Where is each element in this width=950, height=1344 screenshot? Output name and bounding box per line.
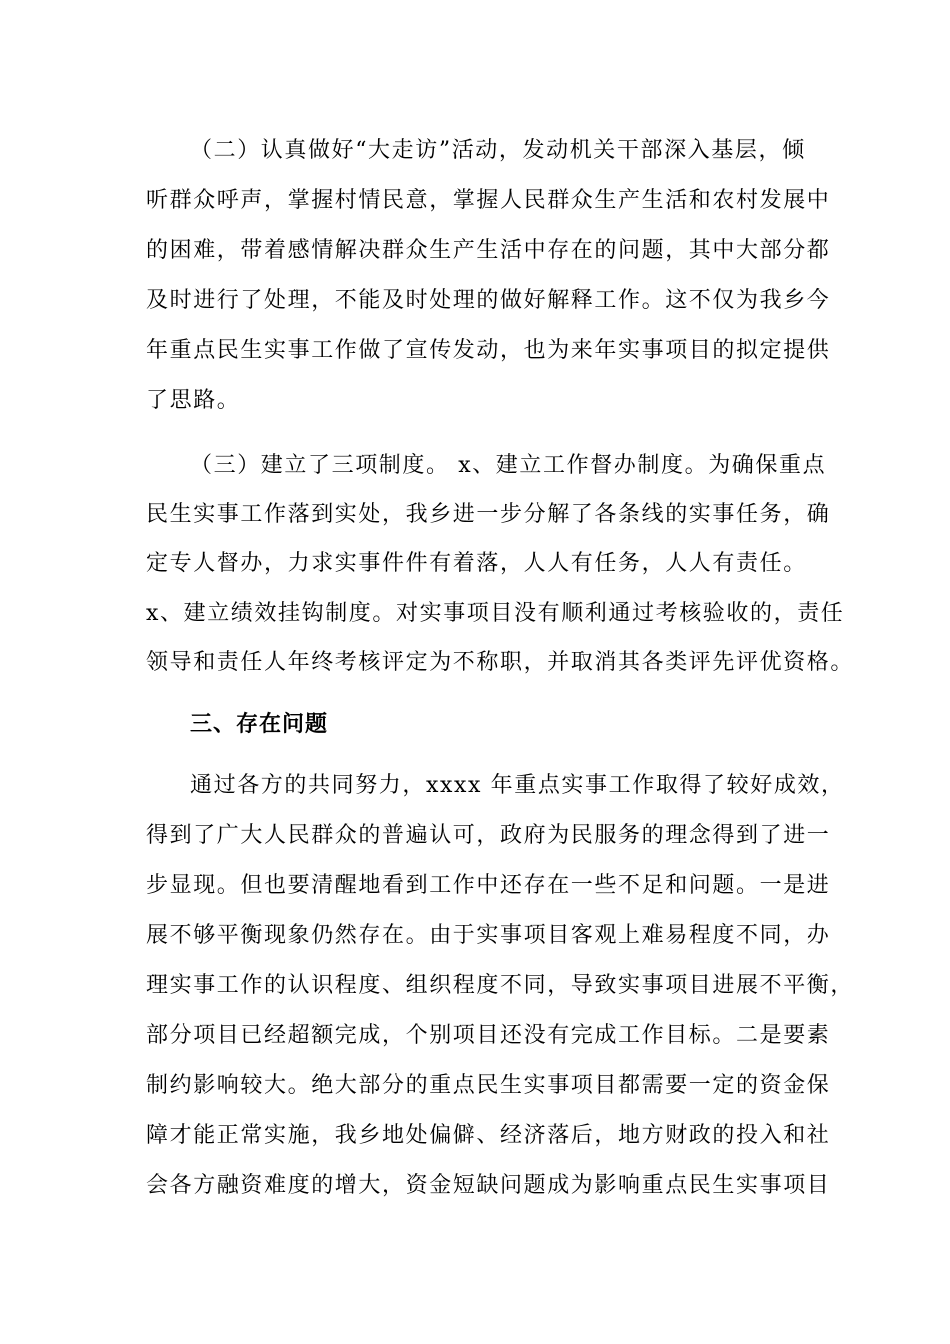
text-line: x、建立绩效挂钩制度。对实事项目没有顺利通过考核验收的，责任 [146, 601, 845, 626]
text-line: 理实事工作的认识程度、组织程度不同，导致实事项目进展不平衡， [146, 973, 855, 998]
text-line: 了思路。 [146, 388, 241, 413]
text-line: 的困难，带着感情解决群众生产生活中存在的问题，其中大部分都 [146, 238, 831, 263]
text-line: （二）认真做好“大走访”活动，发动机关干部深入基层，倾 [190, 138, 806, 163]
text-line: 民生实事工作落到实处，我乡进一步分解了各条线的实事任务，确 [146, 502, 831, 527]
text-line: 年重点民生实事工作做了宣传发动，也为来年实事项目的拟定提供 [146, 338, 831, 363]
text-line: 及时进行了处理，不能及时处理的做好解释工作。这不仅为我乡今 [146, 288, 831, 313]
text-line: 听群众呼声，掌握村情民意，掌握人民群众生产生活和农村发展中 [146, 188, 831, 213]
section-heading: 三、存在问题 [190, 712, 329, 737]
text-line: （三）建立了三项制度。 x、建立工作督办制度。为确保重点 [190, 453, 827, 478]
text-line: 部分项目已经超额完成，个别项目还没有完成工作目标。二是要素 [146, 1023, 831, 1048]
text-line: 制约影响较大。绝大部分的重点民生实事项目都需要一定的资金保 [146, 1073, 831, 1098]
text-line: 得到了广大人民群众的普遍认可，政府为民服务的理念得到了进一 [146, 823, 831, 848]
text-line: 会各方融资难度的增大，资金短缺问题成为影响重点民生实事项目 [146, 1173, 831, 1198]
text-line: 定专人督办，力求实事件件有着落，人人有任务，人人有责任。 [146, 551, 807, 576]
text-line: 展不够平衡现象仍然存在。由于实事项目客观上难易程度不同，办 [146, 923, 831, 948]
text-line: 步显现。但也要清醒地看到工作中还存在一些不足和问题。一是进 [146, 873, 831, 898]
text-line: 领导和责任人年终考核评定为不称职，并取消其各类评先评优资格。 [146, 650, 855, 675]
text-line: 通过各方的共同努力，xxxx 年重点实事工作取得了较好成效， [190, 773, 845, 798]
text-line: 障才能正常实施，我乡地处偏僻、经济落后，地方财政的投入和社 [146, 1123, 831, 1148]
